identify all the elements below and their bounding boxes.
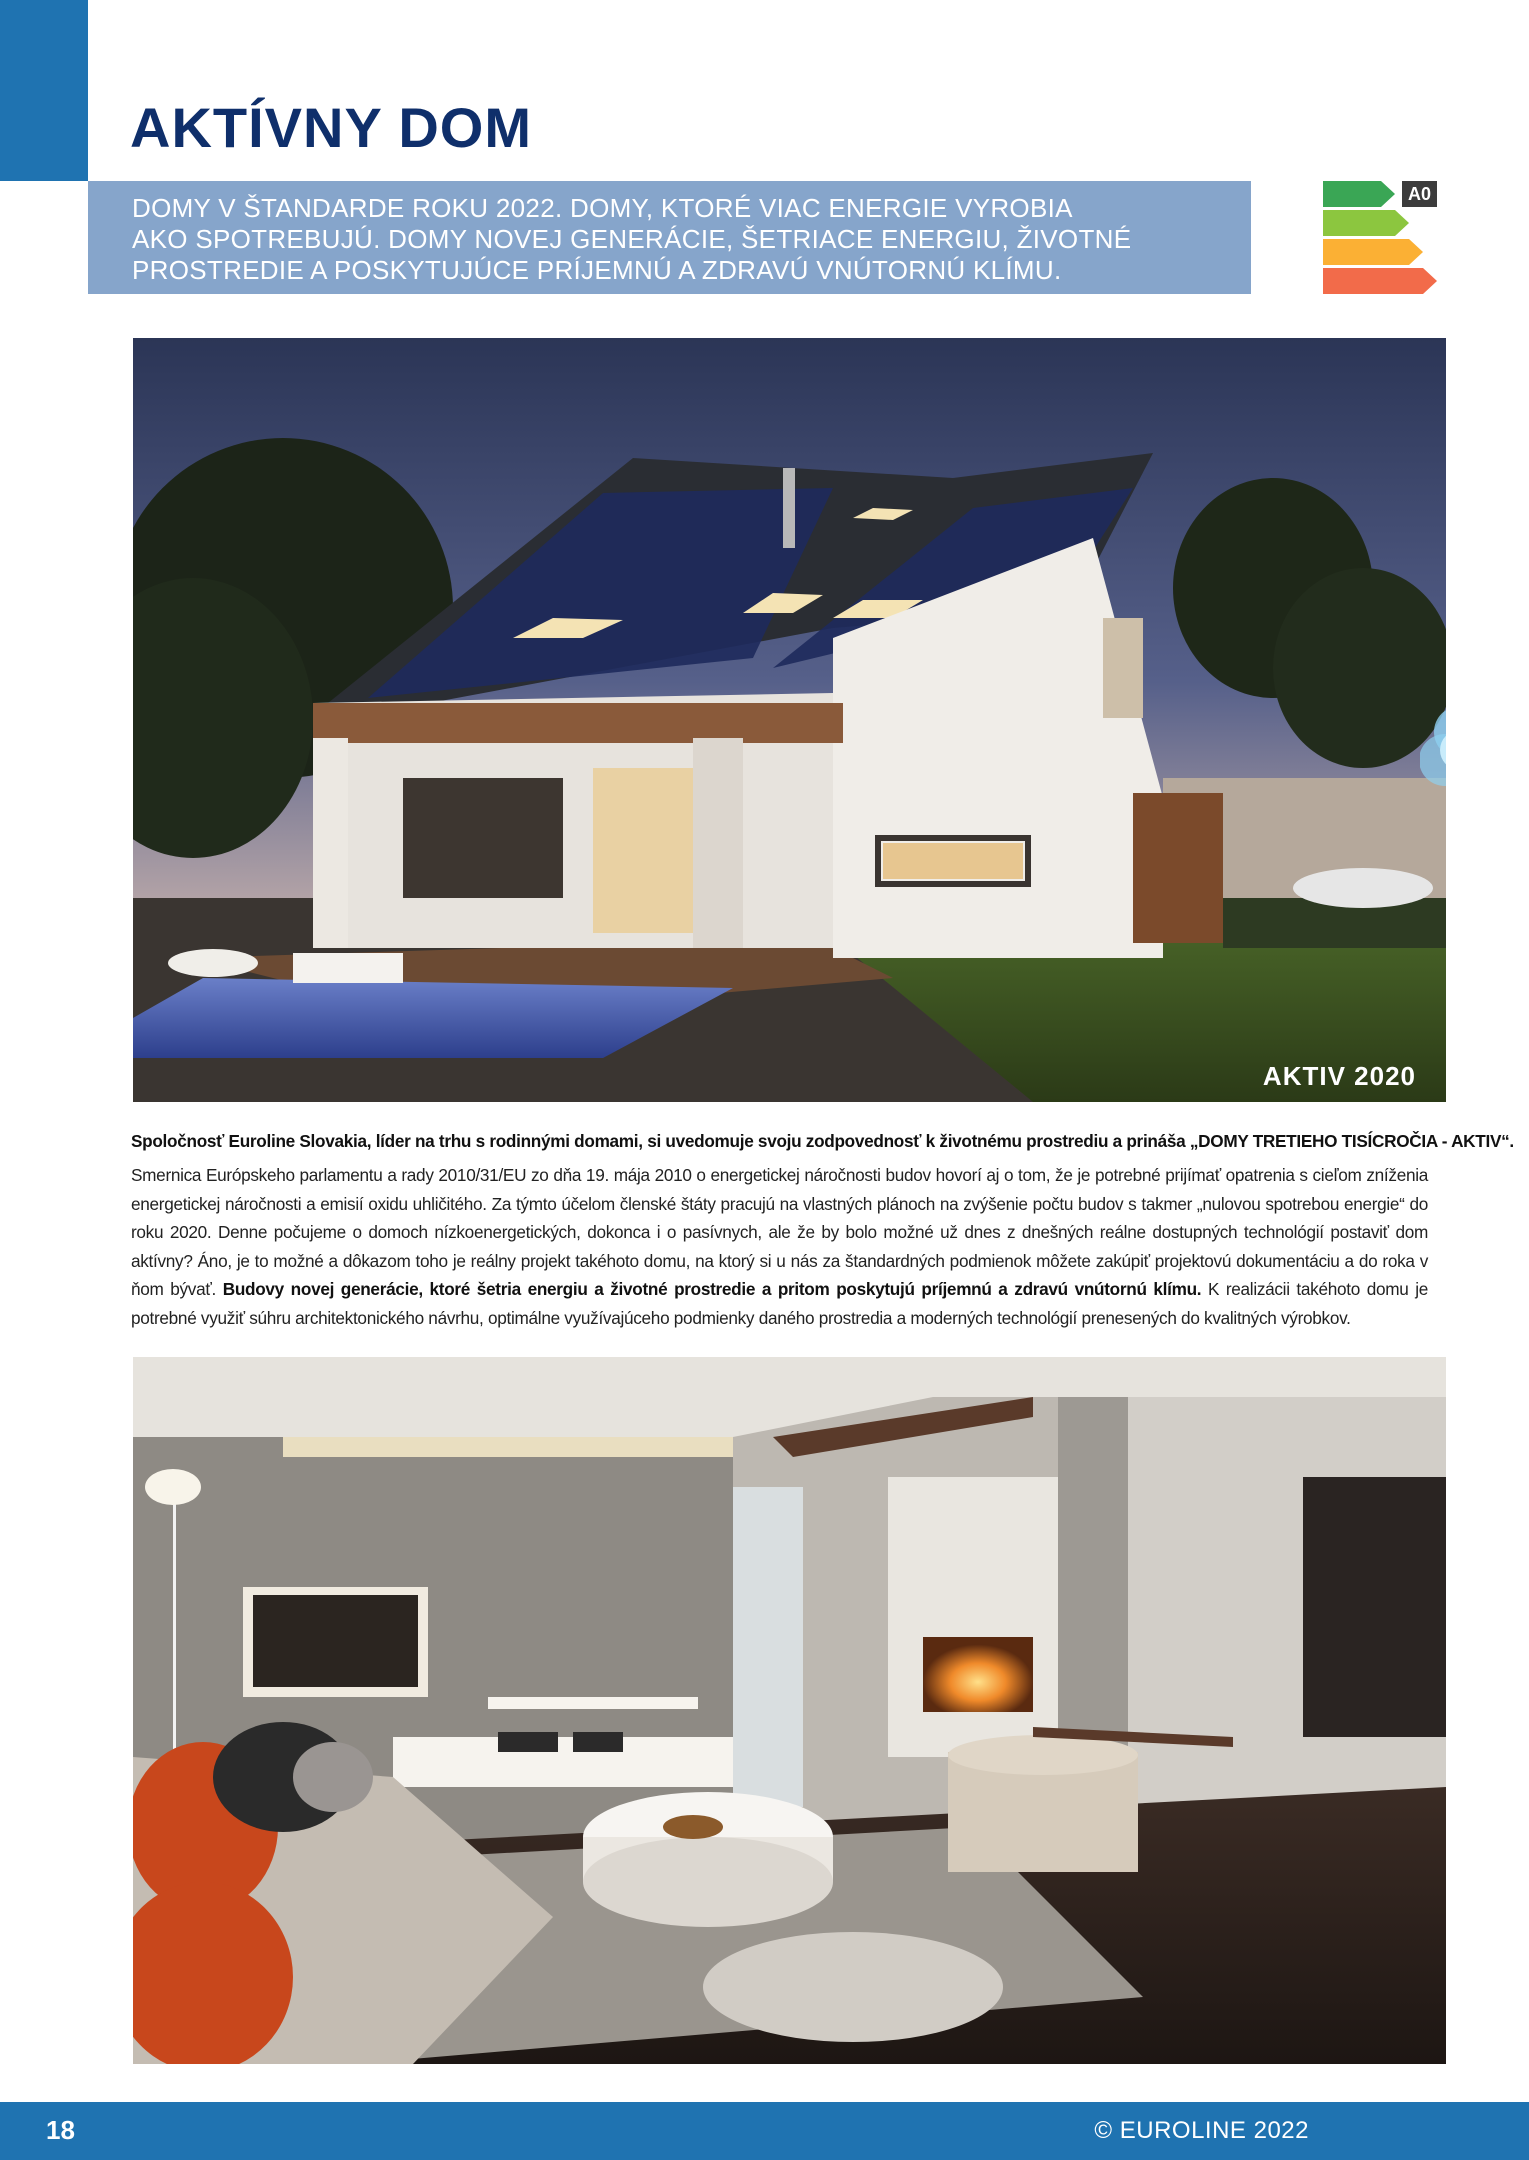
- page-title: AKTÍVNY DOM: [130, 96, 532, 159]
- energy-class-label: A0: [1402, 181, 1437, 207]
- article-lead: Spoločnosť Euroline Slovakia, líder na trhu s rodinnými domami, si uvedomuje svoju zodpovednosť k životnému prostrediu a prináša „DOMY TRETIEHO TISÍCROČIA - AKTIV“.: [131, 1131, 1514, 1151]
- energy-bar-orange: [1323, 268, 1423, 294]
- house-caption: AKTIV 2020: [1262, 1061, 1416, 1091]
- subtitle-band: [88, 181, 1251, 294]
- energy-class-icon: [1323, 181, 1439, 296]
- indoor-climate-badge: [1420, 702, 1446, 807]
- living-room-photo: [133, 1357, 1446, 2064]
- corner-accent-block: [0, 0, 88, 181]
- energy-bar-green: [1323, 181, 1381, 207]
- subtitle-line-3: PROSTREDIE A POSKYTUJÚCE PRÍJEMNÚ A ZDRAVÚ VNÚTORNÚ KLÍMU.: [132, 255, 1062, 285]
- article-body-part1: Smernica Európskeho parlamentu a rady 2010/31/EU zo dňa 19. mája 2010 o energetickej náročnosti budov hovorí aj o tom, že je potrebné prijímať opatrenia s cieľom zníženia energetickej náročnosti a emisií oxidu uhličitého. Za týmto účelom členské štáty pracujú na vlastných plánoch na zvýšenie počtu budov s takmer „nulovou spotrebou energie“ do roku 2020. Denne počujeme o domoch nízkoenergetických, dokonca i o pasívnych, ale že by bolo možné už dnes z dnešných reálne dostupných technológií postaviť dom aktívny? Áno, je to možné a dôkazom toho je reálny projekt takéhoto domu, na ktorý si u nás za štandardných podmienok môžete zakúpiť projektovú dokumentáciu a do roka v ňom bývať.: [131, 1165, 1428, 1300]
- energy-bar-lightgreen: [1323, 210, 1395, 236]
- subtitle-line-2: AKO SPOTREBUJÚ. DOMY NOVEJ GENERÁCIE, ŠETRIACE ENERGIU, ŽIVOTNÉ: [132, 224, 1132, 254]
- house-exterior-photo: [133, 338, 1446, 1102]
- page-number: 18: [46, 2115, 75, 2145]
- article-body: [131, 1161, 1428, 1333]
- article-body-part2: K realizácii takéhoto domu je potrebné využiť súhru architektonického návrhu, optimálne využívajúceho podmienky daného prostredia a moderných technológií prenesených do kvalitných výrobkov.: [131, 1279, 1428, 1328]
- subtitle-line-1: DOMY V ŠTANDARDE ROKU 2022. DOMY, KTORÉ VIAC ENERGIE VYROBIA: [132, 193, 1073, 223]
- page-footer: [0, 2102, 1529, 2160]
- article-body-bold: Budovy novej generácie, ktoré šetria energiu a životné prostredie a pritom poskytujú príjemnú a zdravú vnútornú klímu.: [222, 1279, 1202, 1300]
- energy-bar-yellow: [1323, 239, 1409, 265]
- copyright-text: © EUROLINE 2022: [1094, 2117, 1309, 2144]
